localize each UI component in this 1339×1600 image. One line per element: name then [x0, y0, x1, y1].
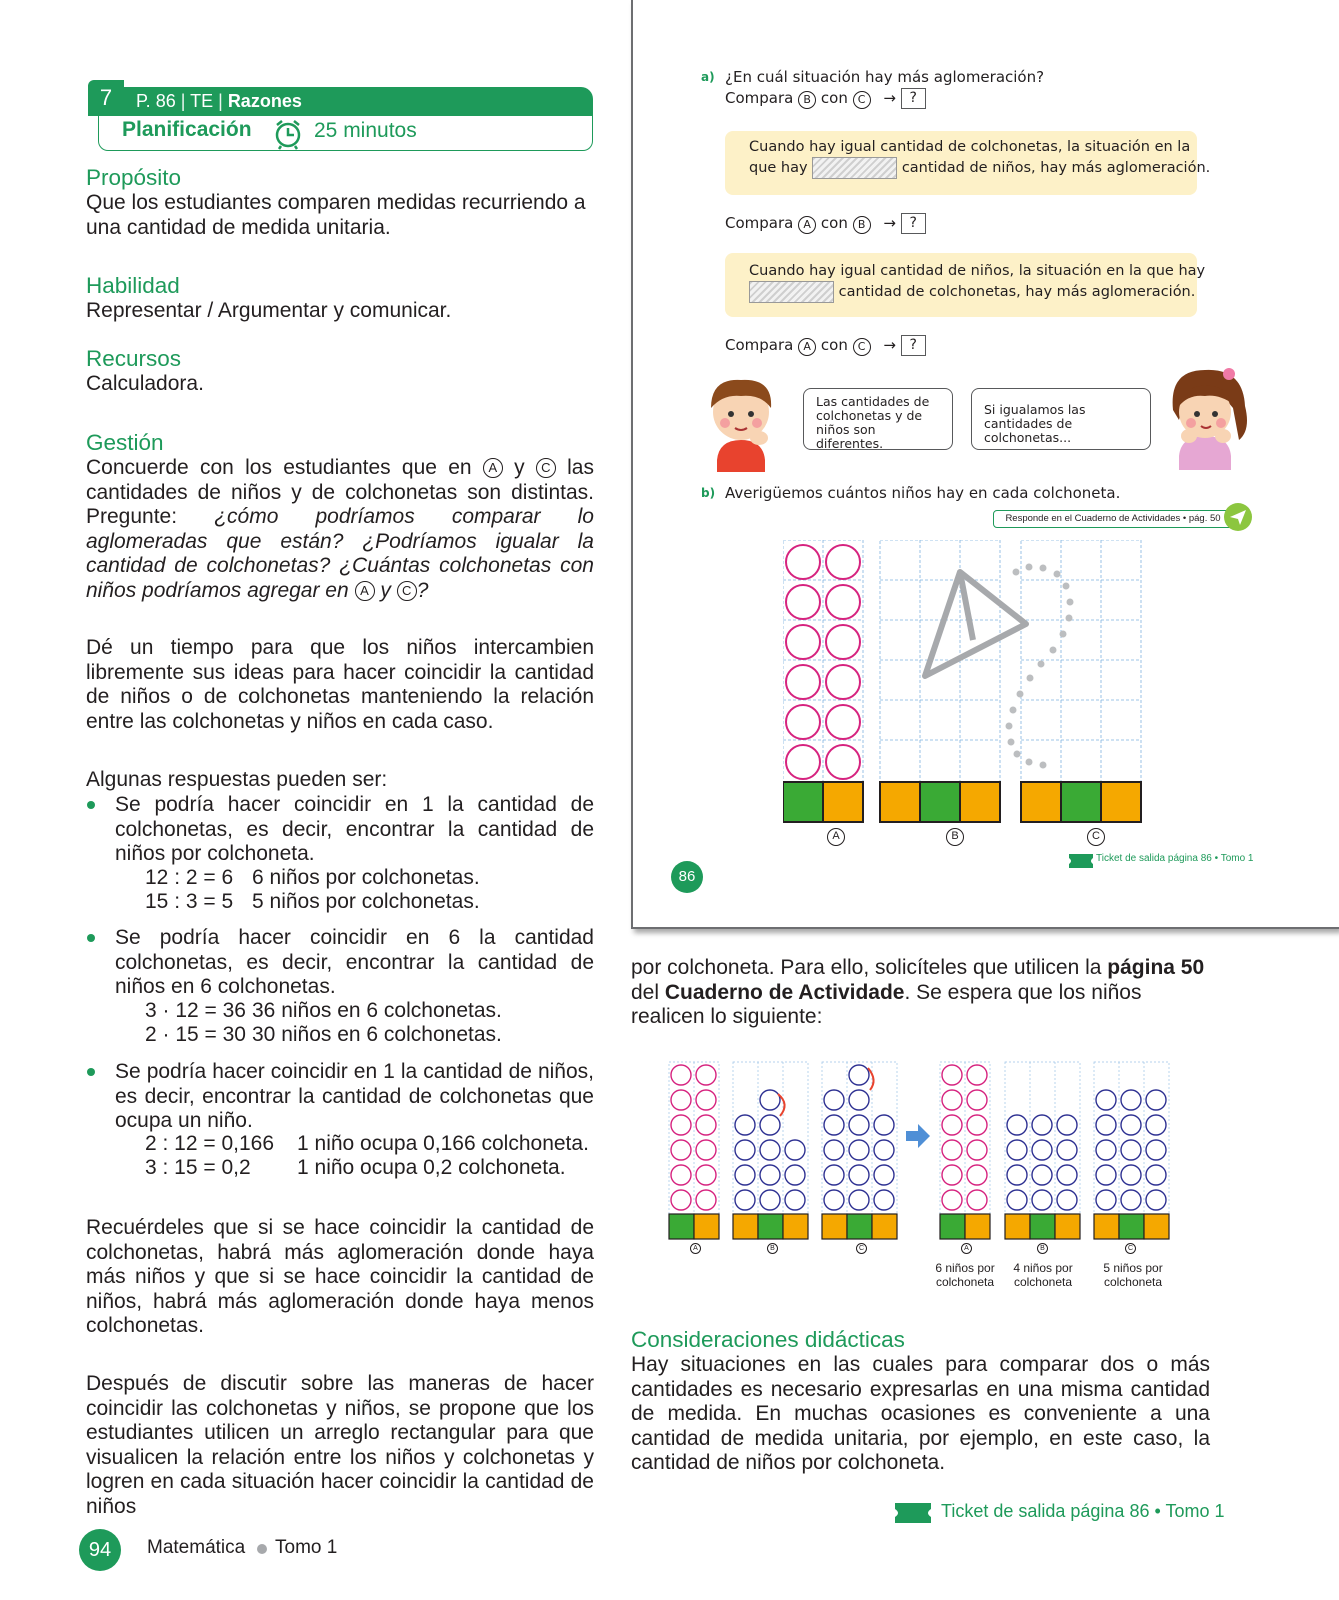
lesson-number: 7: [88, 80, 124, 116]
alarm-clock-icon: [272, 118, 304, 150]
gestion-p3: Algunas respuestas pueden ser:: [86, 768, 388, 791]
equation: 2 · 15 = 30: [145, 1023, 246, 1046]
equation: 3 : 15 = 0,2: [145, 1156, 251, 1179]
habilidad-text: Representar / Argumentar y comunicar.: [86, 299, 452, 322]
blank-box[interactable]: [812, 157, 897, 179]
workbook-page: a) ¿En cuál situación hay más aglomeración? Compara B con C → ? Cuando hay igual cantidad de colchonetas, la situación en la que hay cantidad de niños, hay más aglomeración. Compara A con B → ? Cuando hay igual cantidad de niños, la situación en la que hay cantidad de colchonetas, hay más aglomeración. Compara A con C → ? Las cantidades de colchonetas y de niños son diferentes. Si igualamos las cantidades de colchonetas... b) Averigüemos cuántos niños hay en cada colchoneta. Responde en el Cuaderno de Actividades • pág. 50 A B C Ticket de salida página 86 • Tomo 1 86: [631, 0, 1339, 929]
boy-illustration: [699, 368, 783, 472]
responde-label[interactable]: Responde en el Cuaderno de Actividades • pág. 50: [993, 510, 1233, 528]
gestion-p2: Dé un tiempo para que los niños intercambien libremente sus ideas para hacer coincidir la cantidad de niños o de colchonetas manteniendo la relación entre las colchonetas y niños en cada caso.: [86, 636, 594, 733]
page-ref: P. 86: [136, 91, 176, 111]
result-label: 4 niños por colchoneta: [1013, 1261, 1073, 1289]
equation-result: 1 niño ocupa 0,166 colchoneta.: [297, 1132, 589, 1155]
gestion-p5: Después de discutir sobre las maneras de hacer coincidir las colchonetas y niños, se propone que los estudiantes utilicen un arreglo rectangular para que visualicen la relación entre los niños y colchonetas y logren en cada situación hacer coincidir la cantidad de niños: [86, 1372, 594, 1518]
page-number: 94: [79, 1529, 121, 1571]
lesson-header-bar: P. 86 | TE | Razones: [124, 87, 593, 116]
ticket-icon: [1069, 854, 1093, 868]
answer-box[interactable]: ?: [901, 335, 926, 356]
gestion-title: Gestión: [86, 430, 164, 455]
equation-result: 36 niños en 6 colchonetas.: [252, 999, 502, 1022]
result-label: 6 niños por colchoneta: [935, 1261, 995, 1289]
proposito-text: Que los estudiantes comparen medidas recurriendo a una cantidad de medida unitaria.: [86, 191, 586, 239]
mat-grids: [783, 540, 1161, 850]
compare-line-2: Compara A con B → ?: [725, 213, 926, 234]
ticket-footer: Ticket de salida página 86 • Tomo 1: [941, 1501, 1225, 1521]
consideraciones-text: Hay situaciones en las cuales para comparar dos o más cantidades es necesario expresarlas en una misma cantidad de medida. En muchas ocasiones es conveniente a una cantidad de medida unitaria, por ejemplo, en este caso, la cantidad de niños por colchoneta.: [631, 1353, 1210, 1474]
result-label: 5 niños por colchoneta: [1103, 1261, 1163, 1289]
paper-plane-icon: [1223, 502, 1253, 532]
gestion-p4: Recuérdeles que si se hace coincidir la cantidad de colchonetas, habrá más aglomeración donde haya más niños y que si se hace coincidir la cantidad de niños, habrá más aglomeración donde haya menos colchonetas.: [86, 1216, 594, 1337]
equation-result: 5 niños por colchonetas.: [252, 890, 480, 913]
answer-box[interactable]: ?: [901, 213, 926, 234]
mat-label-c: C: [1087, 826, 1105, 846]
question-b: Averigüemos cuántos niños hay en cada colchoneta.: [725, 484, 1121, 502]
planning-label: Planificación: [122, 118, 252, 141]
small-label-c2: C: [1125, 1242, 1136, 1254]
ticket-icon: [895, 1503, 931, 1523]
te-label: TE: [190, 91, 214, 111]
bullet-2-text: Se podría hacer coincidir en 6 la cantidad colchonetas, es decir, encontrar la cantidad de niños en 6 colchonetas.: [115, 926, 594, 998]
girl-illustration: [1159, 360, 1255, 470]
bullet-dot: [87, 1068, 95, 1076]
blank-box[interactable]: [749, 281, 834, 303]
equation-result: 1 niño ocupa 0,2 colchoneta.: [297, 1156, 566, 1179]
small-label-a: A: [690, 1242, 701, 1254]
recursos-title: Recursos: [86, 346, 182, 371]
separator-dot: [257, 1544, 267, 1554]
topic-title: Razones: [227, 91, 302, 111]
recursos-text: Calculadora.: [86, 372, 204, 395]
ticket-text: Ticket de salida página 86 • Tomo 1: [1096, 853, 1254, 864]
speech-bubble-boy: Las cantidades de colchonetas y de niños son diferentes.: [803, 388, 953, 450]
small-label-c: C: [856, 1242, 867, 1254]
answer-box[interactable]: ?: [901, 88, 926, 109]
habilidad-title: Habilidad: [86, 273, 180, 298]
tome: Tomo 1: [275, 1537, 338, 1558]
workbook-page-number: 86: [671, 861, 703, 893]
question-a: ¿En cuál situación hay más aglomeración?: [725, 68, 1045, 86]
equation: 12 : 2 = 6: [145, 866, 234, 889]
equation: 2 : 12 = 0,166: [145, 1132, 275, 1155]
equation: 3 · 12 = 36: [145, 999, 246, 1022]
small-label-b: B: [767, 1242, 778, 1254]
bullet-1-text: Se podría hacer coincidir en 1 la cantidad de colchonetas, es decir, encontrar la cantidad de niños por colchoneta.: [115, 793, 594, 865]
student-work-diagram: [666, 1060, 1174, 1250]
duration: 25 minutos: [314, 119, 417, 142]
proposito-title: Propósito: [86, 165, 182, 190]
compare-line-3: Compara A con C → ?: [725, 335, 926, 356]
compare-line-1: Compara B con C → ?: [725, 88, 926, 109]
book-title: Matemática: [147, 1537, 246, 1558]
equation-result: 6 niños por colchonetas.: [252, 866, 480, 889]
question-a-letter: a): [701, 70, 715, 84]
speech-bubble-girl: Si igualamos las cantidades de colchonetas...: [971, 388, 1151, 450]
equation: 15 : 3 = 5: [145, 890, 234, 913]
mat-label-a: A: [827, 826, 845, 846]
bullet-3-text: Se podría hacer coincidir en 1 la cantidad de niños, es decir, encontrar la cantidad de colchonetas que ocupa un niño.: [115, 1060, 594, 1132]
continuation-text: por colchoneta. Para ello, solicíteles que utilicen la página 50 del Cuaderno de Actividade. Se espera que los niños realicen lo siguiente:: [631, 956, 1205, 1028]
bullet-dot: [87, 801, 95, 809]
consideraciones-title: Consideraciones didácticas: [631, 1327, 905, 1352]
gestion-p1: Concuerde con los estudiantes que en A y C las cantidades de niños y de colchonetas son distintas. Pregunte: ¿cómo podríamos comparar lo aglomeradas que están? ¿Podríamos igualar la cantidad de colchonetas? ¿Cuántas colchonetas con niños podríamos agregar en A y C ?: [86, 456, 594, 602]
small-label-a2: A: [961, 1242, 972, 1254]
question-b-letter: b): [701, 486, 716, 500]
bullet-dot: [87, 934, 95, 942]
small-label-b2: B: [1037, 1242, 1048, 1254]
equation-result: 30 niños en 6 colchonetas.: [252, 1023, 502, 1046]
mat-label-b: B: [946, 826, 964, 846]
